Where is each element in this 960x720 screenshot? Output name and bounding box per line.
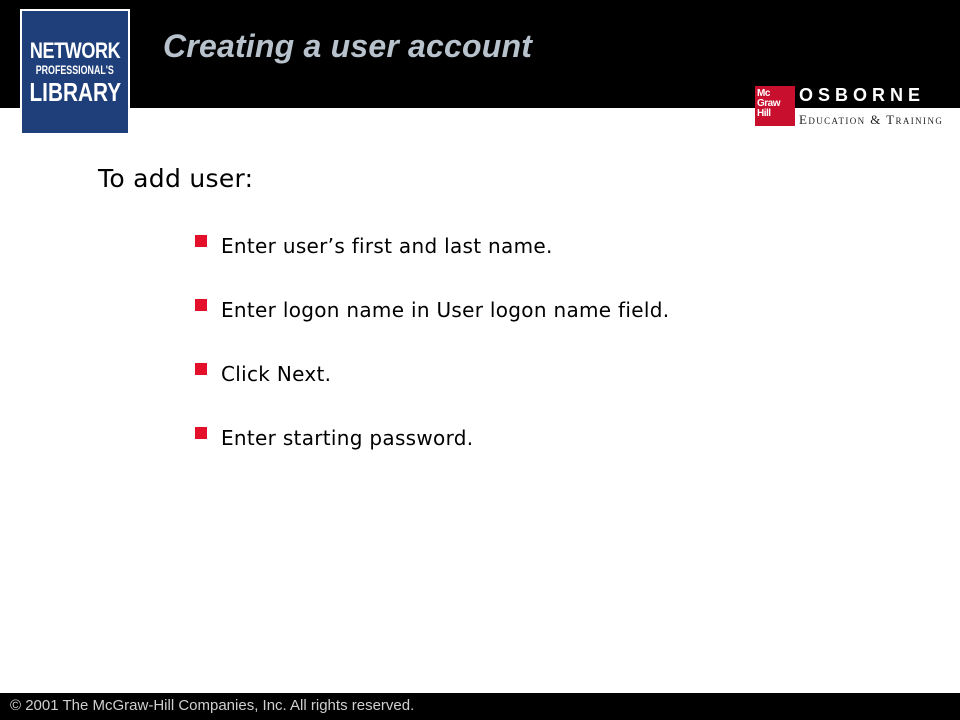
bullet-text: Enter starting password. — [221, 426, 474, 450]
square-bullet-icon — [195, 299, 207, 311]
osborne-subtitle: Education & Training — [799, 112, 944, 127]
logo-line-1: NETWORK — [29, 37, 121, 63]
list-item — [195, 296, 669, 324]
lead-text: To add user: — [98, 164, 254, 193]
square-bullet-icon — [195, 363, 207, 375]
square-bullet-icon — [195, 235, 207, 247]
mcgraw-logo-line-3: Hill — [757, 108, 771, 119]
copyright-text: © 2001 The McGraw-Hill Companies, Inc. All rights reserved. — [10, 697, 415, 714]
network-professionals-library-logo — [20, 9, 130, 135]
footer-bar — [0, 693, 960, 720]
bullet-text: Enter logon name in User logon name field. — [221, 298, 670, 322]
logo-line-2: PROFESSIONAL'S — [35, 62, 115, 77]
slide-title: Creating a user account — [163, 28, 533, 64]
osborne-wordmark: OSBORNE — [799, 85, 926, 105]
bullet-list — [195, 232, 669, 488]
mcgraw-logo-line-1: Mc — [757, 88, 770, 99]
mcgraw-hill-logo — [755, 86, 795, 126]
square-bullet-icon — [195, 427, 207, 439]
list-item — [195, 232, 669, 260]
bullet-text: Click Next. — [221, 362, 332, 386]
logo-line-3: LIBRARY — [29, 76, 121, 107]
list-item — [195, 424, 669, 452]
mcgraw-logo-line-2: Graw — [757, 98, 781, 109]
bullet-text: Enter user’s first and last name. — [221, 234, 553, 258]
list-item — [195, 360, 669, 388]
